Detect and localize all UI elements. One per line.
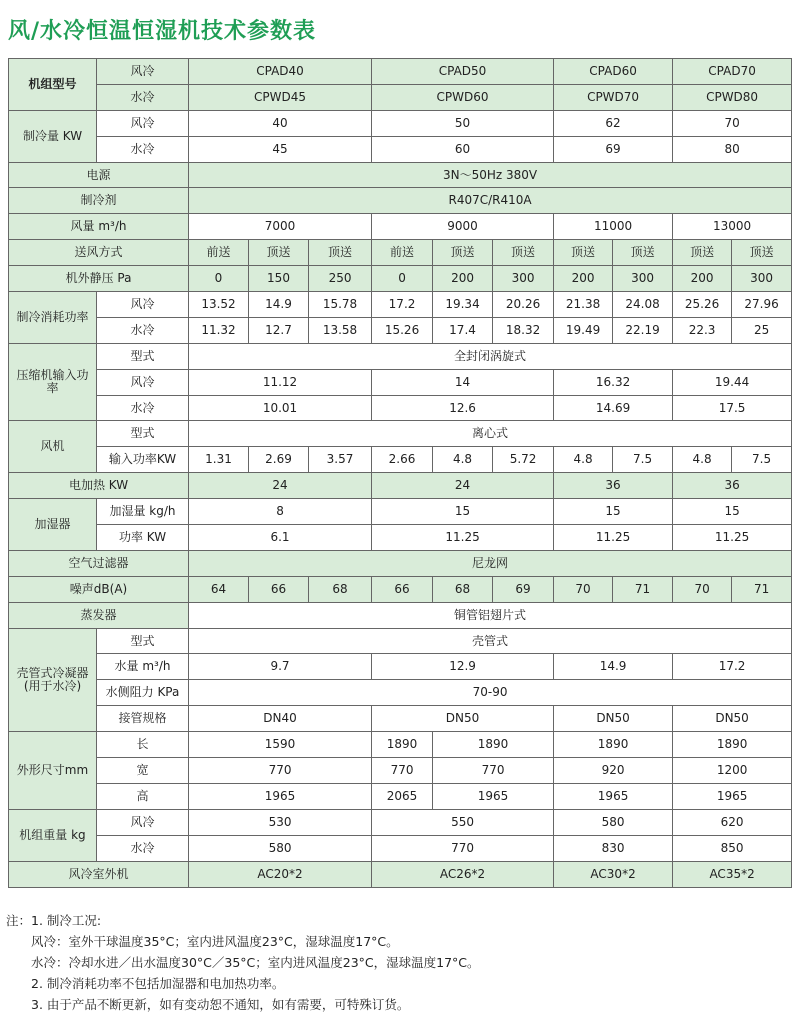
note-1: 注：1. 制冷工况:: [6, 910, 480, 931]
value-cell: 1965: [189, 783, 372, 809]
value-cell: 1965: [433, 783, 554, 809]
spec-row: [9, 680, 792, 706]
row-label-cell: 风量 m³/h: [9, 214, 189, 240]
value-cell: 27.96: [732, 292, 792, 318]
value-cell: 16.32: [554, 369, 673, 395]
value-cell: 22.19: [613, 317, 673, 343]
spec-row: [9, 525, 792, 551]
value-cell: 18.32: [493, 317, 554, 343]
note-1-water: 水冷：冷却水进／出水温度30°C／35°C；室内进风温度23°C，湿球温度17°C。: [31, 955, 480, 970]
note-prefix: 注：: [6, 913, 32, 928]
value-cell: 550: [372, 809, 554, 835]
spec-row: [9, 628, 792, 654]
spec-row: [9, 240, 792, 266]
value-cell: 1890: [554, 732, 673, 758]
value-cell: 离心式: [189, 421, 792, 447]
value-cell: 顶送: [673, 240, 732, 266]
spec-row: [9, 110, 792, 136]
value-cell: 顶送: [309, 240, 372, 266]
value-cell: CPWD70: [554, 84, 673, 110]
value-cell: 9.7: [189, 654, 372, 680]
value-cell: 200: [554, 266, 613, 292]
row-label-cell: 风冷: [97, 369, 189, 395]
value-cell: 2065: [372, 783, 433, 809]
value-cell: 0: [189, 266, 249, 292]
value-cell: 12.6: [372, 395, 554, 421]
value-cell: 920: [554, 758, 673, 784]
value-cell: 1590: [189, 732, 372, 758]
value-cell: 13.58: [309, 317, 372, 343]
value-cell: 17.4: [433, 317, 493, 343]
value-cell: 36: [673, 473, 792, 499]
row-label-cell: 壳管式冷凝器(用于水冷): [9, 628, 97, 732]
spec-row: [9, 447, 792, 473]
row-label-cell: 输入功率KW: [97, 447, 189, 473]
value-cell: 11.25: [673, 525, 792, 551]
row-label-cell: 接管规格: [97, 706, 189, 732]
value-cell: 71: [732, 576, 792, 602]
value-cell: 全封闭涡旋式: [189, 343, 792, 369]
value-cell: 17.2: [673, 654, 792, 680]
value-cell: 300: [493, 266, 554, 292]
row-label-cell: 水量 m³/h: [97, 654, 189, 680]
spec-row: [9, 861, 792, 887]
value-cell: 22.3: [673, 317, 732, 343]
value-cell: 顶送: [554, 240, 613, 266]
value-cell: 0: [372, 266, 433, 292]
spec-row: [9, 499, 792, 525]
value-cell: 66: [372, 576, 433, 602]
spec-row: [9, 654, 792, 680]
row-label-cell: 噪声dB(A): [9, 576, 189, 602]
row-label-cell: 制冷剂: [9, 188, 189, 214]
row-label-cell: 制冷量 KW: [9, 110, 97, 162]
value-cell: AC30*2: [554, 861, 673, 887]
value-cell: 顶送: [249, 240, 309, 266]
spec-row: [9, 758, 792, 784]
row-label-cell: 功率 KW: [97, 525, 189, 551]
value-cell: 70-90: [189, 680, 792, 706]
value-cell: 前送: [372, 240, 433, 266]
value-cell: 300: [732, 266, 792, 292]
value-cell: 1890: [372, 732, 433, 758]
value-cell: 4.8: [554, 447, 613, 473]
row-label-cell: 风冷: [97, 110, 189, 136]
value-cell: 3.57: [309, 447, 372, 473]
value-cell: 770: [372, 758, 433, 784]
row-label-cell: 型式: [97, 343, 189, 369]
value-cell: 8: [189, 499, 372, 525]
row-label-cell: 长: [97, 732, 189, 758]
value-cell: 150: [249, 266, 309, 292]
value-cell: 770: [433, 758, 554, 784]
value-cell: 200: [673, 266, 732, 292]
value-cell: 11.25: [554, 525, 673, 551]
value-cell: 11.32: [189, 317, 249, 343]
value-cell: 顶送: [493, 240, 554, 266]
value-cell: 24.08: [613, 292, 673, 318]
row-label-cell: 型式: [97, 628, 189, 654]
value-cell: 14: [372, 369, 554, 395]
spec-row: [9, 343, 792, 369]
spec-row: [9, 395, 792, 421]
spec-row: [9, 421, 792, 447]
value-cell: 12.9: [372, 654, 554, 680]
spec-row: [9, 266, 792, 292]
spec-row: [9, 602, 792, 628]
value-cell: 壳管式: [189, 628, 792, 654]
value-cell: 1965: [554, 783, 673, 809]
value-cell: 15: [673, 499, 792, 525]
value-cell: 69: [493, 576, 554, 602]
row-label-cell: 风冷: [97, 809, 189, 835]
value-cell: CPAD60: [554, 59, 673, 85]
spec-row: [9, 59, 792, 85]
row-label-cell: 送风方式: [9, 240, 189, 266]
row-label-cell: 风冷室外机: [9, 861, 189, 887]
value-cell: 17.5: [673, 395, 792, 421]
row-label-cell: 蒸发器: [9, 602, 189, 628]
spec-row: [9, 473, 792, 499]
row-label-cell: 加湿器: [9, 499, 97, 551]
spec-row: [9, 809, 792, 835]
row-label-cell: 外形尺寸mm: [9, 732, 97, 810]
value-cell: CPAD70: [673, 59, 792, 85]
value-cell: 12.7: [249, 317, 309, 343]
value-cell: CPWD45: [189, 84, 372, 110]
value-cell: 14.9: [249, 292, 309, 318]
row-label-cell: 压缩机输入功率: [9, 343, 97, 421]
spec-row: [9, 214, 792, 240]
value-cell: 1.31: [189, 447, 249, 473]
value-cell: 80: [673, 136, 792, 162]
value-cell: 11.25: [372, 525, 554, 551]
row-label-cell: 电源: [9, 162, 189, 188]
row-label-cell: 水冷: [97, 835, 189, 861]
value-cell: 10.01: [189, 395, 372, 421]
value-cell: 36: [554, 473, 673, 499]
value-cell: 顶送: [433, 240, 493, 266]
value-cell: 4.8: [433, 447, 493, 473]
value-cell: 7.5: [613, 447, 673, 473]
value-cell: 顶送: [613, 240, 673, 266]
spec-row: [9, 84, 792, 110]
page-title: 风/水冷恒温恒湿机技术参数表: [8, 18, 317, 44]
value-cell: 40: [189, 110, 372, 136]
value-cell: 830: [554, 835, 673, 861]
value-cell: 15.26: [372, 317, 433, 343]
value-cell: 2.69: [249, 447, 309, 473]
value-cell: 25: [732, 317, 792, 343]
value-cell: 580: [189, 835, 372, 861]
value-cell: 68: [309, 576, 372, 602]
row-label-cell: 机组型号: [9, 59, 97, 111]
notes: [6, 910, 480, 1015]
note-3: 3. 由于产品不断更新，如有变动恕不通知，如有需要，可特殊订货。: [31, 997, 410, 1012]
value-cell: 1890: [673, 732, 792, 758]
value-cell: 11.12: [189, 369, 372, 395]
row-label-cell: 空气过滤器: [9, 550, 189, 576]
value-cell: 6.1: [189, 525, 372, 551]
value-cell: 70: [554, 576, 613, 602]
value-cell: 1200: [673, 758, 792, 784]
value-cell: 2.66: [372, 447, 433, 473]
value-cell: 45: [189, 136, 372, 162]
value-cell: 21.38: [554, 292, 613, 318]
value-cell: 顶送: [732, 240, 792, 266]
value-cell: AC26*2: [372, 861, 554, 887]
value-cell: 4.8: [673, 447, 732, 473]
note-2: 2. 制冷消耗功率不包括加湿器和电加热功率。: [31, 976, 285, 991]
value-cell: 530: [189, 809, 372, 835]
value-cell: 580: [554, 809, 673, 835]
value-cell: 15.78: [309, 292, 372, 318]
row-label-cell: 风冷: [97, 292, 189, 318]
value-cell: 19.49: [554, 317, 613, 343]
row-label-cell: 水冷: [97, 84, 189, 110]
value-cell: 250: [309, 266, 372, 292]
value-cell: 前送: [189, 240, 249, 266]
value-cell: 70: [673, 576, 732, 602]
row-label-cell: 高: [97, 783, 189, 809]
row-label-cell: 水侧阻力 KPa: [97, 680, 189, 706]
value-cell: 850: [673, 835, 792, 861]
value-cell: CPWD80: [673, 84, 792, 110]
value-cell: 7.5: [732, 447, 792, 473]
note-1-air: 风冷：室外干球温度35°C；室内进风温度23°C，湿球温度17°C。: [31, 934, 399, 949]
value-cell: 1965: [673, 783, 792, 809]
value-cell: 5.72: [493, 447, 554, 473]
value-cell: 620: [673, 809, 792, 835]
spec-row: [9, 576, 792, 602]
spec-row: [9, 783, 792, 809]
value-cell: 770: [372, 835, 554, 861]
value-cell: 70: [673, 110, 792, 136]
row-label-cell: 机组重量 kg: [9, 809, 97, 861]
row-label-cell: 风冷: [97, 59, 189, 85]
row-label-cell: 水冷: [97, 317, 189, 343]
value-cell: 15: [372, 499, 554, 525]
value-cell: 71: [613, 576, 673, 602]
value-cell: 770: [189, 758, 372, 784]
value-cell: 24: [189, 473, 372, 499]
spec-row: [9, 188, 792, 214]
spec-row: [9, 835, 792, 861]
row-label-cell: 风机: [9, 421, 97, 473]
value-cell: 66: [249, 576, 309, 602]
value-cell: 300: [613, 266, 673, 292]
value-cell: DN50: [372, 706, 554, 732]
spec-row: [9, 136, 792, 162]
value-cell: 9000: [372, 214, 554, 240]
spec-row: [9, 369, 792, 395]
value-cell: 铜管铝翅片式: [189, 602, 792, 628]
spec-row: [9, 732, 792, 758]
value-cell: 7000: [189, 214, 372, 240]
spec-row: [9, 550, 792, 576]
value-cell: CPAD40: [189, 59, 372, 85]
value-cell: 14.69: [554, 395, 673, 421]
spec-row: [9, 292, 792, 318]
value-cell: DN40: [189, 706, 372, 732]
value-cell: 64: [189, 576, 249, 602]
spec-row: [9, 317, 792, 343]
value-cell: 13.52: [189, 292, 249, 318]
value-cell: DN50: [673, 706, 792, 732]
value-cell: 69: [554, 136, 673, 162]
row-label-cell: 机外静压 Pa: [9, 266, 189, 292]
value-cell: 15: [554, 499, 673, 525]
value-cell: 60: [372, 136, 554, 162]
row-label-cell: 水冷: [97, 395, 189, 421]
spec-row: [9, 706, 792, 732]
row-label-cell: 加湿量 kg/h: [97, 499, 189, 525]
spec-table: [8, 58, 792, 888]
value-cell: 19.34: [433, 292, 493, 318]
value-cell: 尼龙网: [189, 550, 792, 576]
value-cell: 17.2: [372, 292, 433, 318]
row-label-cell: 电加热 KW: [9, 473, 189, 499]
value-cell: 13000: [673, 214, 792, 240]
value-cell: R407C/R410A: [189, 188, 792, 214]
value-cell: AC35*2: [673, 861, 792, 887]
value-cell: CPAD50: [372, 59, 554, 85]
value-cell: 50: [372, 110, 554, 136]
value-cell: 62: [554, 110, 673, 136]
value-cell: AC20*2: [189, 861, 372, 887]
row-label-cell: 宽: [97, 758, 189, 784]
value-cell: CPWD60: [372, 84, 554, 110]
row-label-cell: 水冷: [97, 136, 189, 162]
value-cell: 20.26: [493, 292, 554, 318]
value-cell: 3N～50Hz 380V: [189, 162, 792, 188]
value-cell: 19.44: [673, 369, 792, 395]
value-cell: 24: [372, 473, 554, 499]
spec-row: [9, 162, 792, 188]
value-cell: 14.9: [554, 654, 673, 680]
row-label-cell: 型式: [97, 421, 189, 447]
row-label-cell: 制冷消耗功率: [9, 292, 97, 344]
value-cell: 25.26: [673, 292, 732, 318]
value-cell: 1890: [433, 732, 554, 758]
value-cell: DN50: [554, 706, 673, 732]
value-cell: 11000: [554, 214, 673, 240]
value-cell: 200: [433, 266, 493, 292]
value-cell: 68: [433, 576, 493, 602]
